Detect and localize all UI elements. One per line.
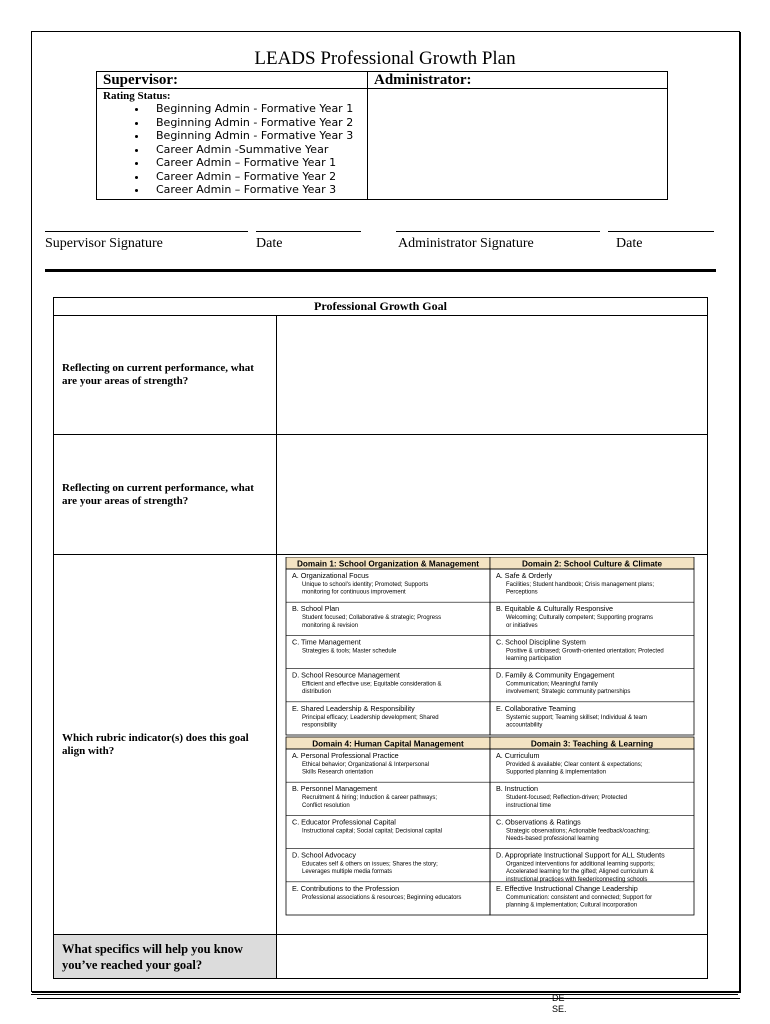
indicator-description: Principal efficacy; Leadership development; Shared [302, 714, 439, 721]
header-table [96, 71, 668, 200]
indicator-description: distribution [302, 689, 332, 696]
rating-option: • Career Admin – Formative Year 3 [148, 183, 361, 197]
administrator-signature-label: Administrator Signature [398, 236, 534, 251]
strength-question-2: Reflecting on current performance, what are your areas of strength? [54, 435, 277, 555]
administrator-label: Administrator: [368, 72, 668, 89]
indicator-description: Welcoming; Culturally competent; Supporting programs [506, 615, 653, 622]
strength-question-1: Reflecting on current performance, what are your areas of strength? [54, 316, 277, 435]
indicator-description: Professional associations & resources; Beginning educators [302, 894, 462, 901]
indicator-description: Student focused; Collaborative & strategic; Progress [302, 615, 442, 622]
indicator-description: Communication; Meaningful family [506, 681, 598, 688]
rating-option: • Career Admin -Summative Year [148, 143, 361, 157]
indicator-label: A. Curriculum [496, 751, 540, 760]
indicator-description: Conflict resolution [302, 802, 350, 809]
indicator-label: D. Family & Community Engagement [496, 670, 615, 680]
indicator-label: C. Observations & Ratings [496, 817, 581, 827]
indicator-label: D. School Advocacy [292, 850, 356, 860]
indicator-label: E. Shared Leadership & Responsibility [292, 703, 415, 713]
indicator-label: D. Appropriate Instructional Support for ALL Students [496, 850, 665, 860]
indicator-label: B. Instruction [496, 784, 538, 794]
indicator-label: E. Effective Instructional Change Leadership [496, 883, 638, 893]
indicator-description: Educates self & others on issues; Shares the story; [302, 861, 438, 868]
domain-title: Domain 3: Teaching & Learning [530, 739, 654, 749]
rating-option: • Career Admin – Formative Year 1 [148, 156, 361, 170]
indicator-description: monitoring & revision [302, 622, 359, 629]
domain-title: Domain 1: School Organization & Management [297, 559, 479, 569]
rubric-question: Which rubric indicator(s) does this goal align with? [54, 555, 277, 935]
administrator-signature-line[interactable] [396, 231, 600, 232]
footer-fragment-line: SE. [552, 1004, 567, 1014]
domain-title: Domain 4: Human Capital Management [312, 739, 464, 749]
indicator-description: planning & implementation; Cultural incorporation [506, 902, 638, 909]
indicator-description: Skills Research orientation [302, 769, 374, 776]
indicator-description: Perceptions [506, 589, 538, 596]
indicator-label: C. School Discipline System [496, 637, 586, 647]
indicator-description: learning participation [506, 656, 562, 662]
date-label-2: Date [616, 236, 643, 251]
strength-answer-1[interactable] [277, 316, 708, 435]
rating-option: • Beginning Admin - Formative Year 2 [148, 116, 361, 130]
indicator-label: A. Organizational Focus [292, 571, 369, 580]
rubric-indicator-chart [284, 557, 696, 921]
section-divider [45, 269, 716, 272]
indicator-label: E. Collaborative Teaming [496, 703, 576, 713]
indicator-description: Strategies & tools; Master schedule [302, 648, 397, 655]
indicator-description: responsibility [302, 722, 337, 729]
indicator-label: A. Safe & Orderly [496, 571, 552, 580]
rating-option: • Beginning Admin - Formative Year 3 [148, 129, 361, 143]
page-border-bottom [31, 994, 738, 995]
specifics-answer[interactable] [277, 935, 708, 979]
rating-option: • Beginning Admin - Formative Year 1 [148, 102, 361, 116]
indicator-label: E. Contributions to the Profession [292, 883, 400, 893]
indicator-description: Facilities; Student handbook; Crisis management plans; [506, 582, 655, 588]
supervisor-signature-line[interactable] [45, 231, 248, 232]
indicator-description: Instructional capital; Social capital; Decisional capital [302, 828, 443, 835]
indicator-description: accountability [506, 722, 543, 729]
indicator-description: Accelerated learning for the gifted; Aligned curriculum & [506, 869, 654, 876]
rating-status-label: Rating Status: [103, 90, 171, 102]
indicator-label: B. Equitable & Culturally Responsive [496, 604, 614, 614]
indicator-label: C. Time Management [292, 637, 361, 647]
indicator-description: or initiatives [506, 622, 538, 629]
indicator-description: Provided & available; Clear content & expectations; [506, 762, 643, 768]
administrator-field[interactable] [368, 89, 668, 200]
footer-fragment-line: DE [552, 993, 565, 1003]
indicator-description: instructional time [506, 802, 552, 809]
indicator-description: Leverages multiple media formats [302, 869, 393, 876]
footer-fragment [552, 993, 567, 1015]
date-line-2[interactable] [608, 231, 714, 232]
indicator-description: Efficient and effective use; Equitable consideration & [302, 681, 442, 688]
date-line-1[interactable] [256, 231, 361, 232]
indicator-label: B. School Plan [292, 604, 340, 614]
rubric-cell [277, 555, 708, 935]
indicator-label: D. School Resource Management [292, 670, 400, 680]
indicator-description: Communication: consistent and connected; Support for [506, 894, 653, 901]
indicator-description: Student-focused; Reflection-driven; Protected [506, 795, 628, 802]
indicator-description: monitoring for continuous improvement [302, 589, 406, 596]
rating-option: • Career Admin – Formative Year 2 [148, 170, 361, 184]
indicator-description: Needs-based professional learning [506, 836, 599, 842]
indicator-description: Organized interventions for additional learning supports; [506, 861, 655, 868]
indicator-label: C. Educator Professional Capital [292, 817, 396, 827]
indicator-description: Positive & unbiased; Growth-oriented orientation; Protected [506, 648, 664, 655]
growth-goal-table [53, 297, 708, 979]
indicator-description: involvement; Strategic community partnerships [506, 689, 631, 696]
indicator-description: Supported planning & implementation [506, 769, 607, 776]
domain-title: Domain 2: School Culture & Climate [521, 559, 663, 569]
indicator-description: instructional practices with feeder/connecting schools [506, 876, 648, 883]
strength-answer-2[interactable] [277, 435, 708, 555]
specifics-question: What specifics will help you know you’ve reached your goal? [54, 935, 277, 979]
page-border-bottom-double [37, 998, 740, 999]
indicator-description: Systemic support; Teaming skillset; Individual & team [506, 714, 647, 721]
supervisor-signature-label: Supervisor Signature [45, 236, 163, 251]
indicator-description: Ethical behavior; Organizational & Interpersonal [302, 762, 430, 768]
page-title: LEADS Professional Growth Plan [254, 48, 516, 69]
rating-status-cell [97, 89, 368, 200]
indicator-label: A. Personal Professional Practice [292, 751, 399, 760]
indicator-label: B. Personnel Management [292, 784, 378, 794]
indicator-description: Unique to school's identity; Promoted; Supports [302, 582, 429, 588]
indicator-description: Recruitment & hiring; Induction & career pathways; [302, 795, 438, 802]
growth-goal-header: Professional Growth Goal [54, 298, 708, 316]
date-label-1: Date [256, 236, 283, 251]
supervisor-label: Supervisor: [97, 72, 368, 89]
rating-status-list [103, 102, 361, 199]
indicator-description: Strategic observations; Actionable feedback/coaching; [506, 828, 650, 835]
